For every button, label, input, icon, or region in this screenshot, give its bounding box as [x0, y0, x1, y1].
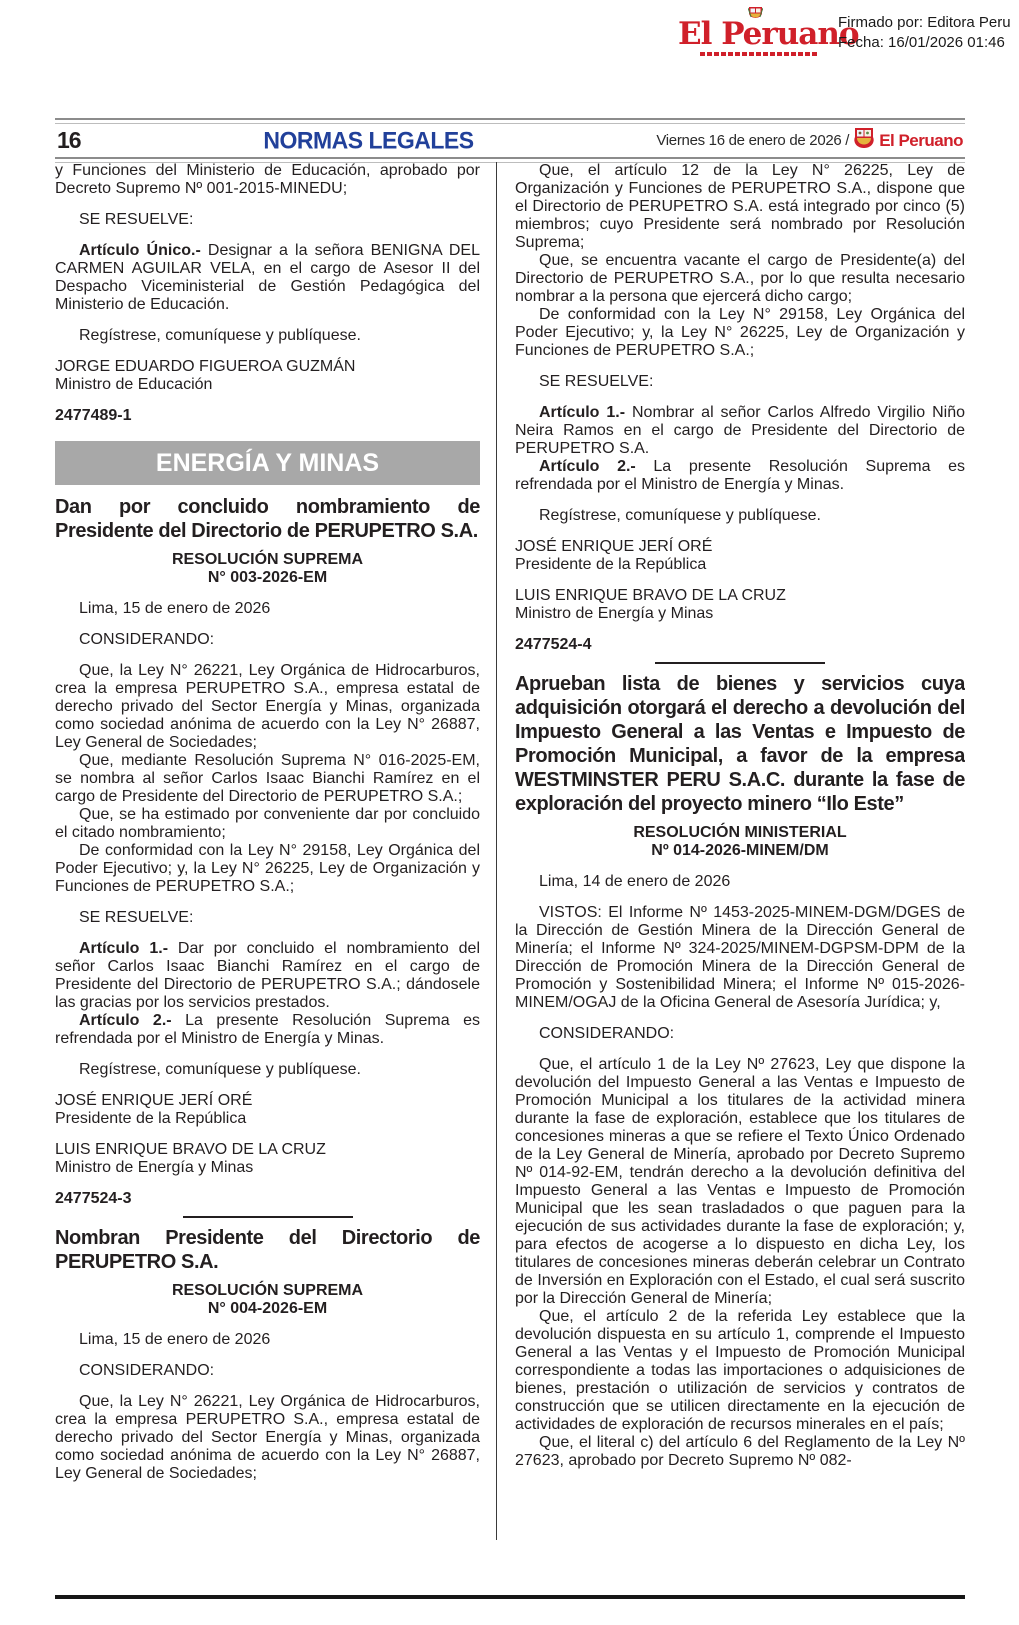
resolution-title-line: RESOLUCIÓN SUPREMA — [171, 1282, 364, 1299]
registry-id: 2477489-1 — [55, 407, 132, 424]
article-text: Dar por concluido el nombramiento del señor Carlos Isaac Bianchi Ramírez en el cargo de Presidente del Directorio de PERUPETRO S.A.; dándosele las gracias por los servicios prestados. — [55, 940, 480, 1011]
resolution-title — [55, 1282, 480, 1318]
paragraph: SE RESUELVE: — [539, 373, 654, 390]
paragraph: Que, el artículo 12 de la Ley N° 26225, Ley de Organización y Funciones de PERUPETRO S.A., dispone que el Directorio de PERUPETRO S.A. está integrado por cinco (5) miembros; cuyo Presidente será nombrado por Resolución Suprema; — [515, 162, 965, 251]
paragraph: Que, el artículo 1 de la Ley Nº 27623, Ley que dispone la devolución del Impuesto General a las Ventas e Impuesto de Promoción Municipal a los titulares de la actividad minera durante la fase de exploración, establece que los titulares de concesiones mineras a que se refiere el Texto Único Ordenado de la Ley General de Minería, aprobado por Decreto Supremo Nº 014-92-EM, tendrán derecho a la devolución definitiva del Impuesto General a las Ventas e Impuesto de Promoción Municipal que les sean trasladados o que paguen para la ejecución de sus actividades durante la fase de exploración; y, para efectos de acogerse a lo dispuesto en dicha Ley, los titulares de concesiones mineras deberán celebrar un Contrato de Inversión en Exploración con el Estado, el cual será suscrito por la Dirección General de Minería; — [515, 1056, 965, 1307]
masthead — [0, 0, 1019, 100]
article-text: Designar a la señora BENIGNA DEL CARMEN AGUILAR VELA, en el cargo de Asesor II del Despacho Viceministerial de Gestión Pedagógica del Ministerio de Educación. — [55, 242, 481, 313]
page-header-band — [55, 118, 965, 163]
paragraph: VISTOS: El Informe Nº 1453-2025-MINEM-DGM/DGES de la Dirección de Gestión Minera de la Dirección General de Minería; el Informe Nº 324-2025/MINEM-DGPSM-DPM de la Dirección de Promoción Minera de la Dirección General de Promoción y Sostenibilidad Minera; el Informe Nº 015-2026-MINEM/OGAJ de la Oficina General de Asesoría Jurídica; y, — [515, 904, 965, 1011]
header-date-brand — [656, 127, 963, 154]
paragraph: y Funciones del Ministerio de Educación, aprobado por Decreto Supremo Nº 001-2015-MINEDU; — [55, 162, 480, 197]
signature-block — [515, 587, 965, 623]
article-text: La presente Resolución Suprema es refrendada por el Ministro de Energía y Minas. — [515, 458, 965, 493]
paragraph: Que, el artículo 2 de la referida Ley establece que la devolución dispuesta en su artículo 1, comprende el Impuesto General a las Ventas y el Impuesto de Promoción Municipal correspondiente a todas las importaciones o adquisiciones de bienes, prestación o utilización de servicios y contratos de construcción que se utilicen directamente en la ejecución de actividades de exploración de recursos minerales en el país; — [515, 1308, 965, 1433]
article-columns — [55, 162, 965, 1595]
signature-block — [55, 1141, 480, 1177]
signature-block — [55, 1092, 480, 1128]
header-date: Viernes 16 de enero de 2026 / — [656, 132, 850, 149]
dateline: Lima, 14 de enero de 2026 — [539, 873, 731, 890]
signer-name: LUIS ENRIQUE BRAVO DE LA CRUZ — [55, 1141, 326, 1158]
left-column — [55, 162, 480, 1595]
paragraph: Que, mediante Resolución Suprema N° 016-2025-EM, se nombra al señor Carlos Isaac Bianchi Ramírez en el cargo de Presidente del Directorio de PERUPETRO S.A.; — [55, 752, 480, 805]
resolution-number-line: N° 004-2026-EM — [207, 1300, 328, 1317]
decree-title: Nombran Presidente del Directorio de PERUPETRO S.A. — [55, 1227, 480, 1273]
resolution-title — [515, 824, 965, 860]
article-paragraph — [515, 404, 965, 458]
paragraph: De conformidad con la Ley N° 29158, Ley Orgánica del Poder Ejecutivo; y, la Ley N° 26225, Ley de Organización y Funciones de PERUPETRO S.A.; — [55, 842, 480, 895]
resolution-title-line: RESOLUCIÓN MINISTERIAL — [633, 824, 847, 841]
right-column — [515, 162, 965, 1595]
paragraph: SE RESUELVE: — [79, 909, 194, 926]
article-text: La presente Resolución Suprema es refrendada por el Ministro de Energía y Minas. — [55, 1012, 481, 1047]
paragraph: CONSIDERANDO: — [79, 631, 215, 648]
signature-block — [515, 538, 965, 574]
signer-role: Presidente de la República — [55, 1110, 247, 1127]
resolution-number-line: Nº 014-2026-MINEM/DM — [651, 842, 829, 859]
signer-role: Ministro de Energía y Minas — [55, 1159, 254, 1176]
header-brand: El Peruano — [879, 130, 963, 150]
article-label: Artículo 1.- — [539, 404, 626, 421]
article-paragraph — [55, 940, 480, 1012]
el-peruano-logo: El Peruano — [678, 16, 859, 52]
paragraph: Regístrese, comuníquese y publíquese. — [539, 507, 821, 524]
signer-role: Presidente de la República — [515, 556, 707, 573]
decree-title: Dan por concluido nombramiento de Presidente del Directorio de PERUPETRO S.A. — [55, 496, 480, 542]
paragraph: SE RESUELVE: — [79, 211, 194, 228]
signed-by-line: Firmado por: Editora Peru — [838, 14, 1011, 31]
resolution-title — [55, 551, 480, 587]
resolution-title-line: RESOLUCIÓN SUPREMA — [171, 551, 364, 568]
registry-id: 2477524-3 — [55, 1190, 132, 1207]
paragraph: De conformidad con la Ley N° 29158, Ley Orgánica del Poder Ejecutivo; y, la Ley N° 26225, Ley de Organización y Funciones de PERUPETRO S.A.; — [515, 306, 965, 359]
signer-name: JOSÉ ENRIQUE JERÍ ORÉ — [55, 1092, 253, 1109]
article-paragraph — [515, 458, 965, 494]
signer-role: Ministro de Energía y Minas — [515, 605, 714, 622]
paragraph: Que, la Ley N° 26221, Ley Orgánica de Hidrocarburos, crea la empresa PERUPETRO S.A., empresa estatal de derecho privado del Sector Energía y Minas, organizada como sociedad anónima de acuerdo con la Ley N° 26887, Ley General de Sociedades; — [55, 662, 480, 751]
signer-role: Ministro de Educación — [55, 376, 213, 393]
paragraph: Que, se ha estimado por conveniente dar por concluido el citado nombramiento; — [55, 806, 480, 841]
signature-block — [55, 358, 480, 394]
article-label: Artículo Único.- — [79, 242, 201, 259]
resolution-number-line: N° 003-2026-EM — [207, 569, 328, 586]
section-banner-energia-y-minas: ENERGÍA Y MINAS — [55, 441, 480, 485]
paragraph: CONSIDERANDO: — [539, 1025, 675, 1042]
signed-date-line: Fecha: 16/01/2026 01:46 — [838, 34, 1005, 51]
paragraph: Que, la Ley N° 26221, Ley Orgánica de Hidrocarburos, crea la empresa PERUPETRO S.A., empresa estatal de derecho privado del Sector Energía y Minas, organizada como sociedad anónima de acuerdo con la Ley N° 26887, Ley General de Sociedades; — [55, 1393, 480, 1482]
header-row — [55, 124, 965, 157]
signer-name: JORGE EDUARDO FIGUEROA GUZMÁN — [55, 358, 356, 375]
paragraph: Regístrese, comuníquese y publíquese. — [79, 327, 361, 344]
article-paragraph — [55, 242, 480, 314]
article-paragraph — [55, 1012, 480, 1048]
item-separator-rule — [655, 662, 825, 664]
paragraph: CONSIDERANDO: — [79, 1362, 215, 1379]
registry-id: 2477524-4 — [515, 636, 592, 653]
signer-name: LUIS ENRIQUE BRAVO DE LA CRUZ — [515, 587, 786, 604]
article-label: Artículo 1.- — [79, 940, 169, 957]
dateline: Lima, 15 de enero de 2026 — [79, 1331, 271, 1348]
section-masthead-title: NORMAS LEGALES — [263, 126, 474, 154]
page-number: 16 — [57, 127, 81, 153]
digital-signature-note — [838, 13, 1011, 53]
coat-of-arms-icon — [854, 127, 874, 154]
paragraph: Que, se encuentra vacante el cargo de Presidente(a) del Directorio de PERUPETRO S.A., por lo que resulta necesario nombrar a la persona que ejercerá dicho cargo; — [515, 252, 965, 305]
paragraph: Regístrese, comuníquese y publíquese. — [79, 1061, 361, 1078]
paragraph: Que, el literal c) del artículo 6 del Reglamento de la Ley Nº 27623, aprobado por Decreto Supremo Nº 082- — [515, 1434, 965, 1469]
page-bottom-rule — [55, 1595, 965, 1599]
decree-title: Aprueban lista de bienes y servicios cuya adquisición otorgará el derecho a devolución del Impuesto General a las Ventas e Impuesto de Promoción Municipal, a favor de la empresa WESTMINSTER PERU S.A.C. durante la fase de exploración del proyecto minero “Ilo Este” — [515, 673, 965, 815]
article-label: Artículo 2.- — [79, 1012, 172, 1029]
article-label: Artículo 2.- — [539, 458, 636, 475]
dateline: Lima, 15 de enero de 2026 — [79, 600, 271, 617]
article-text: Nombrar al señor Carlos Alfredo Virgilio Niño Neira Ramos en el cargo de Presidente del Directorio de PERUPETRO S.A. — [515, 404, 965, 457]
logo-tagline-microtext — [700, 52, 818, 56]
item-separator-rule — [183, 1216, 353, 1218]
signer-name: JOSÉ ENRIQUE JERÍ ORÉ — [515, 538, 713, 555]
